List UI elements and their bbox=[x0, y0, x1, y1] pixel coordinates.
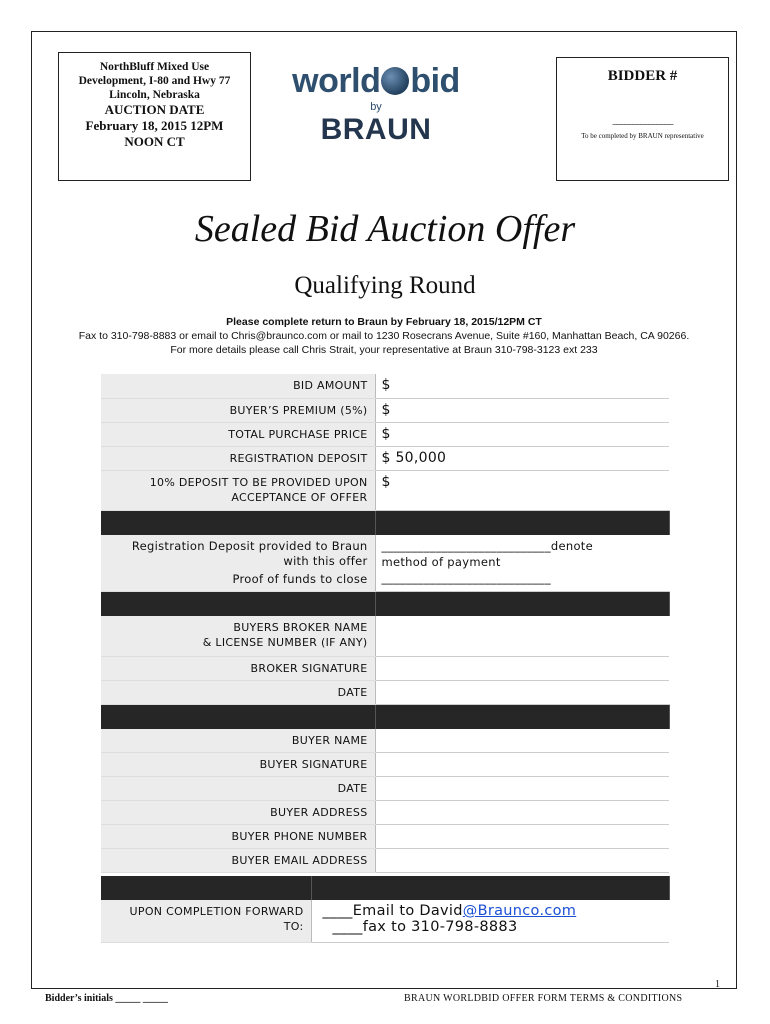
broker-date-label: DATE bbox=[101, 680, 375, 704]
reg-provided-field[interactable]: ____________________________denote method of payment bbox=[381, 538, 593, 569]
buyers-premium-field[interactable]: $ bbox=[375, 398, 669, 422]
section-divider bbox=[101, 592, 669, 617]
broker-name-field[interactable] bbox=[375, 616, 669, 656]
buyer-phone-label: BUYER PHONE NUMBER bbox=[101, 825, 375, 849]
buyers-premium-label: BUYER’S PREMIUM (5%) bbox=[101, 398, 375, 422]
forward-fax-option[interactable]: ____fax to 310-798-8883 bbox=[332, 919, 518, 935]
registration-deposit-label: REGISTRATION DEPOSIT bbox=[101, 446, 375, 470]
property-location: Development, I-80 and Hwy 77 bbox=[78, 75, 231, 87]
buyer-signature-field[interactable] bbox=[375, 753, 669, 777]
page-number: 1 bbox=[715, 979, 720, 990]
section-divider bbox=[101, 510, 669, 535]
instructions bbox=[31, 315, 737, 357]
bid-form-table bbox=[101, 374, 670, 873]
buyer-email-field[interactable] bbox=[375, 849, 669, 873]
auction-date-label: AUCTION DATE bbox=[104, 102, 205, 117]
auction-info-box bbox=[58, 52, 251, 181]
section-divider bbox=[101, 876, 669, 900]
globe-icon bbox=[381, 67, 409, 95]
registration-deposit-field[interactable]: $ 50,000 bbox=[375, 446, 669, 470]
buyer-phone-field[interactable] bbox=[375, 825, 669, 849]
broker-signature-field[interactable] bbox=[375, 656, 669, 680]
broker-name-label: BUYERS BROKER NAME & LICENSE NUMBER (IF ANY) bbox=[101, 616, 375, 656]
bidder-number-label: BIDDER # bbox=[607, 68, 678, 84]
property-city: Lincoln, Nebraska bbox=[109, 89, 200, 101]
forward-label: UPON COMPLETION FORWARD TO: bbox=[101, 900, 311, 942]
auction-time: NOON CT bbox=[124, 134, 185, 149]
deposit-10-field[interactable]: $ bbox=[375, 470, 669, 510]
footer-title: BRAUN WORLDBID OFFER FORM TERMS & CONDITIONS bbox=[404, 993, 683, 1004]
bidder-number-blank[interactable]: _______________ bbox=[612, 115, 673, 126]
logo-bid: bid bbox=[410, 62, 460, 100]
auction-date: February 18, 2015 12PM bbox=[85, 118, 224, 133]
page-title: Sealed Bid Auction Offer bbox=[194, 208, 576, 250]
buyer-name-label: BUYER NAME bbox=[101, 729, 375, 753]
instructions-contact: Fax to 310-798-8883 or email to Chris@braunco.com or mail to 1230 Rosecrans Avenue, Suite #160, Manhattan Beach, CA 90266. bbox=[78, 330, 690, 342]
page-subtitle: Qualifying Round bbox=[294, 272, 476, 299]
broker-date-field[interactable] bbox=[375, 680, 669, 704]
logo-world: world bbox=[292, 62, 381, 100]
deposit-10-label: 10% DEPOSIT TO BE PROVIDED UPON ACCEPTANCE OF OFFER bbox=[101, 470, 375, 510]
section-divider bbox=[101, 704, 669, 729]
buyer-email-label: BUYER EMAIL ADDRESS bbox=[101, 849, 375, 873]
buyer-address-label: BUYER ADDRESS bbox=[101, 801, 375, 825]
bid-amount-label: BID AMOUNT bbox=[101, 374, 375, 398]
buyer-signature-label: BUYER SIGNATURE bbox=[101, 753, 375, 777]
bidder-initials: Bidder’s initials _____ _____ bbox=[45, 993, 168, 1004]
proof-funds-field[interactable]: ____________________________ bbox=[375, 570, 669, 592]
buyer-name-field[interactable] bbox=[375, 729, 669, 753]
instructions-details: For more details please call Chris Strait, your representative at Braun 310-798-3123 ext 233 bbox=[170, 344, 598, 356]
total-purchase-label: TOTAL PURCHASE PRICE bbox=[101, 422, 375, 446]
bidder-number-box bbox=[556, 57, 729, 181]
forward-email-option[interactable]: ____Email to David bbox=[322, 903, 463, 919]
bidder-number-note: To be completed by BRAUN representative bbox=[581, 132, 704, 140]
buyer-address-field[interactable] bbox=[375, 801, 669, 825]
buyer-date-field[interactable] bbox=[375, 777, 669, 801]
forward-email-link[interactable]: @Braunco.com bbox=[462, 903, 577, 919]
total-purchase-field[interactable]: $ bbox=[375, 422, 669, 446]
worldbid-braun-logo bbox=[282, 62, 470, 156]
proof-funds-label: Proof of funds to close bbox=[101, 570, 375, 592]
broker-signature-label: BROKER SIGNATURE bbox=[101, 656, 375, 680]
bid-amount-field[interactable]: $ bbox=[375, 374, 669, 398]
forward-options bbox=[311, 900, 669, 942]
buyer-date-label: DATE bbox=[101, 777, 375, 801]
forward-table bbox=[101, 876, 670, 943]
logo-braun: BRAUN bbox=[320, 113, 432, 146]
logo-by: by bbox=[370, 101, 382, 113]
reg-provided-label: Registration Deposit provided to Braun with this offer bbox=[101, 535, 375, 570]
instructions-deadline: Please complete return to Braun by February 18, 2015/12PM CT bbox=[226, 316, 542, 328]
property-name: NorthBluff Mixed Use bbox=[99, 61, 210, 73]
